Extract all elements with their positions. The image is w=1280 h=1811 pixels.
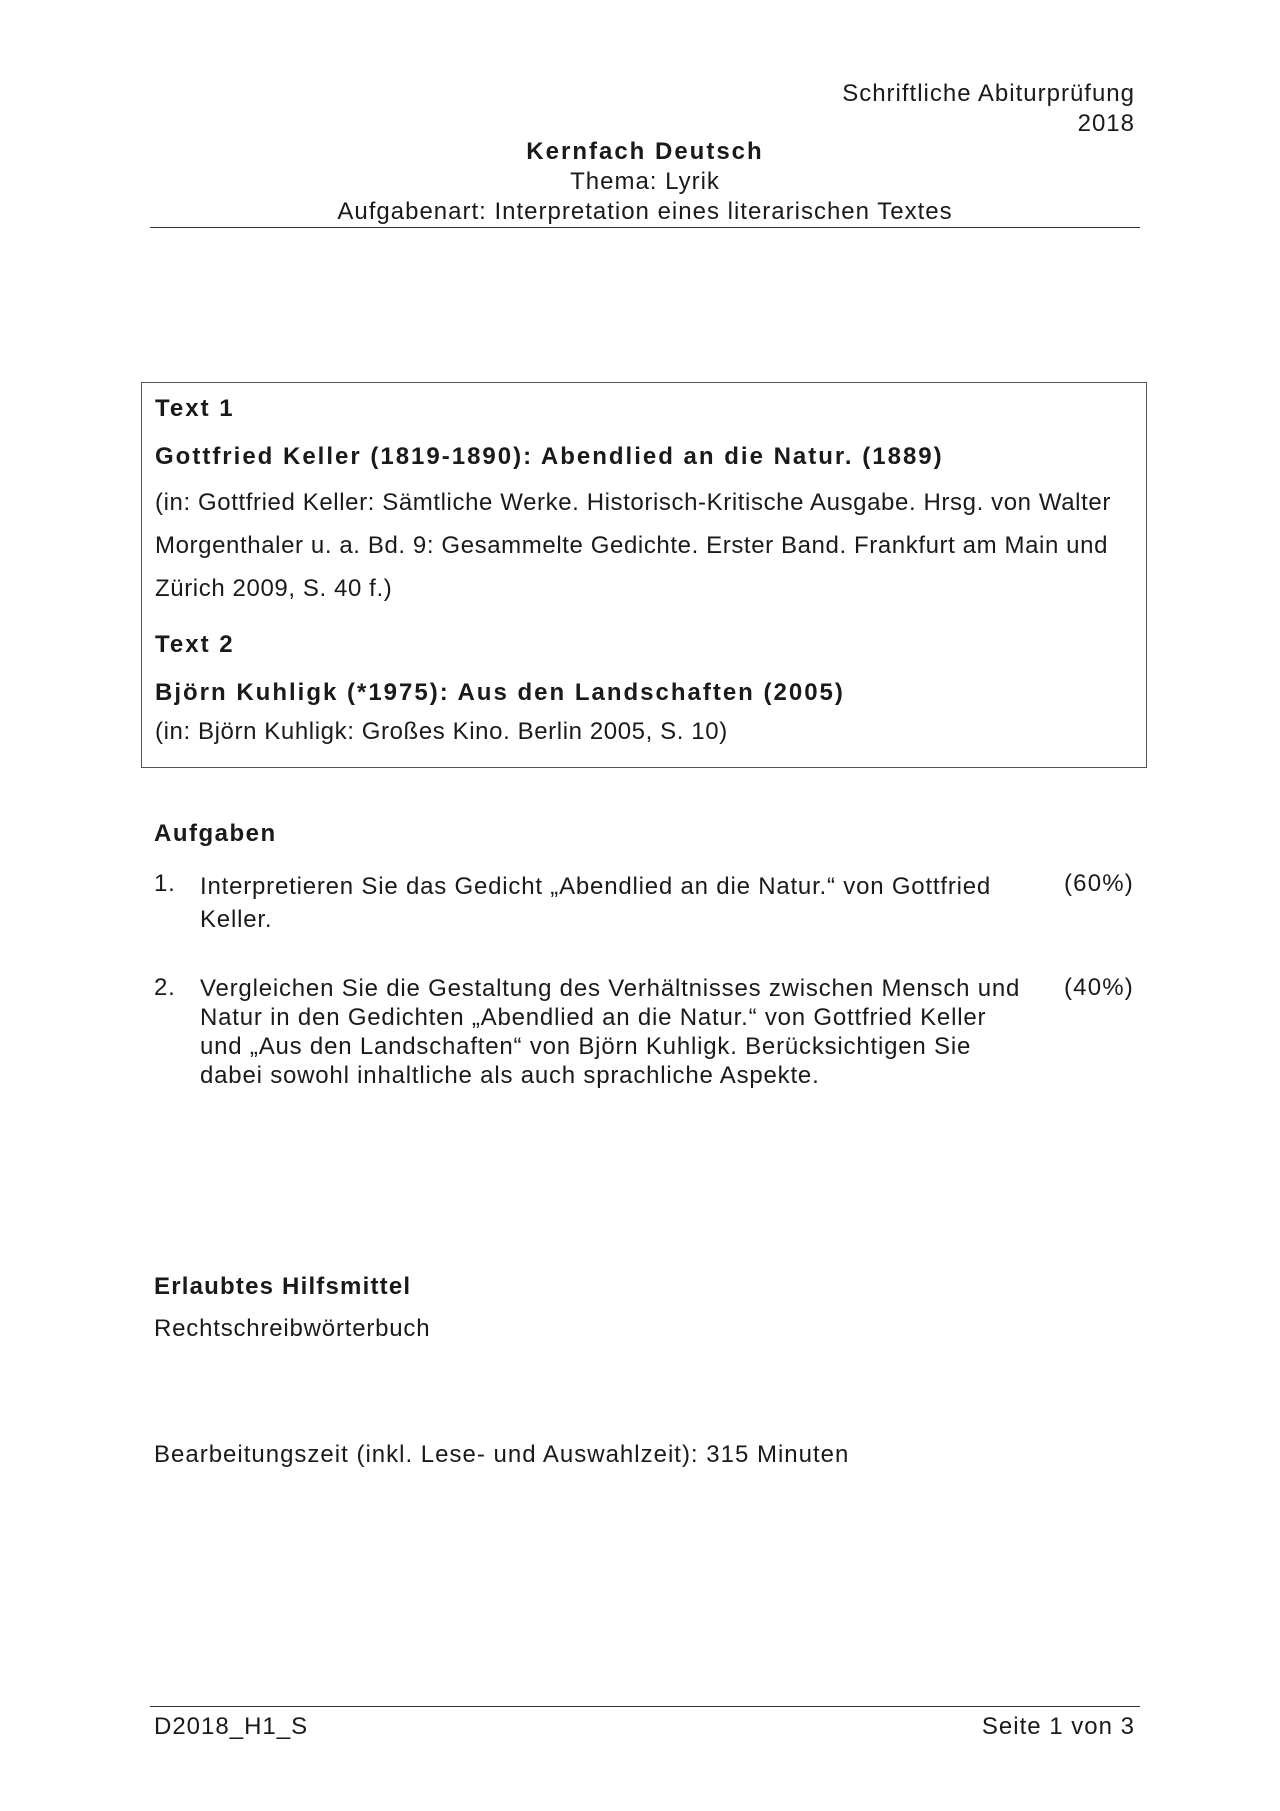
source-2-label: Text 2 — [155, 631, 235, 658]
aids-text: Rechtschreibwörterbuch — [154, 1315, 431, 1342]
task-text: Vergleichen Sie die Gestaltung des Verhältnisses zwischen Mensch und Natur in den Gedichten „Abendlied an die Natur.“ von Gottfried Keller und „Aus den Landschaften“ von Björn Kuhligk. Berücksichtigen Sie dabei sowohl inhaltliche als auch sprachliche Aspekte. — [200, 975, 1021, 1089]
task-number: 1. — [154, 870, 176, 897]
task-item — [154, 974, 1134, 1124]
footer-divider — [150, 1706, 1140, 1707]
exam-year: 2018 — [1077, 110, 1135, 137]
header-divider — [150, 227, 1140, 228]
task-weight: (40%) — [1063, 974, 1134, 1001]
source-2-work: Björn Kuhligk (*1975): Aus den Landschaften (2005) — [155, 679, 845, 706]
header-exam-info — [842, 79, 1135, 139]
header-title-block — [150, 137, 1140, 227]
task-item — [154, 870, 1134, 934]
source-1-work: Gottfried Keller (1819-1890): Abendlied an die Natur. (1889) — [155, 443, 944, 470]
source-2-citation: (in: Björn Kuhligk: Großes Kino. Berlin 2005, S. 10) — [155, 718, 728, 745]
task-number: 2. — [154, 974, 176, 1001]
source-1-label: Text 1 — [155, 395, 235, 422]
task-type-line: Aufgabenart: Interpretation eines literarischen Textes — [337, 198, 953, 225]
task-text: Interpretieren Sie das Gedicht „Abendlied an die Natur.“ von Gottfried Keller. — [200, 873, 992, 933]
document-code: D2018_H1_S — [154, 1713, 309, 1740]
exam-type: Schriftliche Abiturprüfung — [842, 80, 1135, 107]
topic-line: Thema: Lyrik — [570, 168, 720, 195]
page-number: Seite 1 von 3 — [981, 1713, 1135, 1740]
task-weight: (60%) — [1063, 870, 1134, 897]
source-box — [141, 382, 1147, 768]
subject-title: Kernfach Deutsch — [526, 138, 764, 165]
aids-heading: Erlaubtes Hilfsmittel — [154, 1273, 412, 1300]
source-1-citation: (in: Gottfried Keller: Sämtliche Werke. Historisch-Kritische Ausgabe. Hrsg. von Walter Morgenthaler u. a. Bd. 9: Gesammelte Gedichte. Erster Band. Frankfurt am Main und Zürich 2009, S. 40 f.) — [155, 489, 1111, 602]
tasks-heading: Aufgaben — [154, 820, 277, 847]
working-time: Bearbeitungszeit (inkl. Lese- und Auswahlzeit): 315 Minuten — [154, 1441, 850, 1468]
